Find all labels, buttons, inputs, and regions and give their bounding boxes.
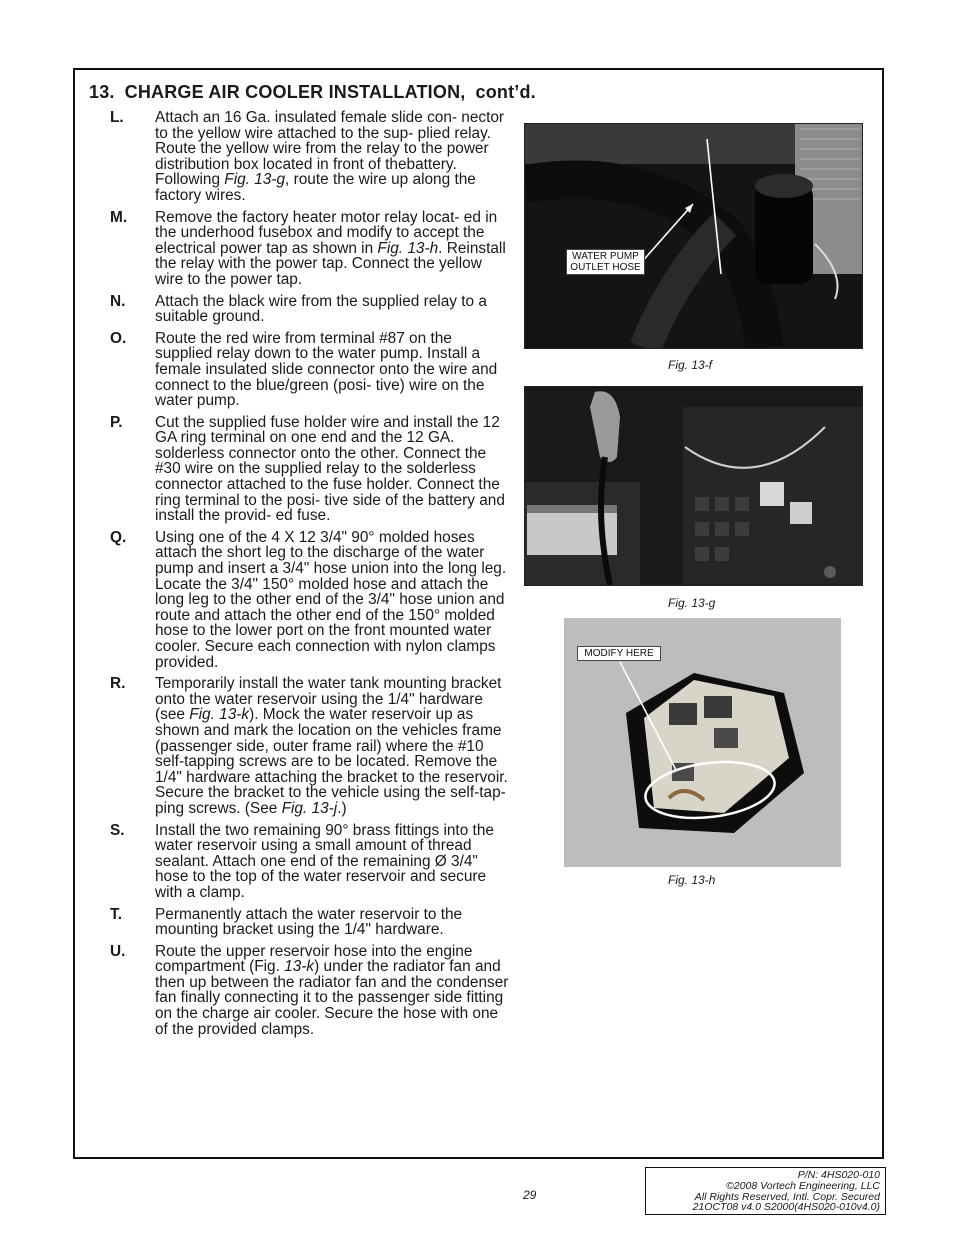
step-text: Temporarily install the water tank mounting bracket onto the water reservoir using the 1/4" hardware (see bbox=[155, 675, 502, 724]
fusebox-illustration bbox=[525, 387, 862, 585]
figure-13f-caption: Fig. 13-f bbox=[668, 358, 713, 372]
callout-line: OUTLET HOSE bbox=[570, 262, 641, 273]
step-letter: S. bbox=[110, 821, 125, 839]
revision-line: 21OCT08 v4.0 S2000(4HS020-010v4.0) bbox=[692, 1201, 880, 1214]
step-text: ). Mock the water reservoir up as shown and mark the location on the vehicles frame (passenger side, outer frame rail) where the #10 self-tapping screws are to be located. Remove the 1/4" hardware attaching the bracket to the reservoir. Secure the bracket to the vehicle using the self-tap- ping screws. (See bbox=[155, 706, 508, 817]
step-text: , route the wire up along the factory wires. bbox=[155, 171, 476, 204]
step-text: ) under the radiator fan and then up between the radiator fan and the condenser fan finally connecting it to the passenger side fitting on the charge air cooler. Secure the hose with one of the provided clamps. bbox=[155, 958, 509, 1038]
step-text: . Reinstall the relay with the power tap. Connect the yellow wire to the power tap. bbox=[155, 239, 506, 288]
section-contd: cont’d. bbox=[475, 82, 536, 102]
step-letter: T. bbox=[110, 905, 122, 923]
step-l bbox=[110, 110, 510, 204]
figure-13f-photo bbox=[524, 123, 863, 349]
figure-13h-callout: MODIFY HERE bbox=[577, 646, 661, 661]
step-p bbox=[110, 415, 510, 524]
step-text: Permanently attach the water reservoir to the mounting bracket using the 1/4" hardware. bbox=[155, 905, 463, 939]
step-letter: U. bbox=[110, 942, 126, 960]
instruction-steps bbox=[110, 110, 510, 1043]
step-text: Route the red wire from terminal #87 on the supplied relay down to the water pump. Install a female insulated slide connector onto the wire and connect to the blue/green (posi- tive) wire on the water pump. bbox=[155, 329, 498, 410]
engine-bay-hose-illustration bbox=[525, 124, 862, 348]
step-letter: M. bbox=[110, 208, 128, 226]
step-text: Attach the black wire from the supplied relay to a suitable ground. bbox=[155, 292, 487, 326]
figure-13g-photo bbox=[524, 386, 863, 586]
page-number: 29 bbox=[523, 1188, 537, 1202]
callout-line: WATER PUMP bbox=[572, 251, 639, 262]
step-letter: R. bbox=[110, 675, 126, 693]
step-t bbox=[110, 907, 510, 938]
section-heading bbox=[89, 82, 536, 103]
section-title: CHARGE AIR COOLER INSTALLATION, bbox=[124, 82, 466, 102]
figure-13h-caption: Fig. 13-h bbox=[668, 873, 716, 887]
figure-reference: Fig. 13-h bbox=[377, 239, 439, 257]
step-text: Attach an 16 Ga. insulated female slide con- nector to the yellow wire attached to the sup- plied relay. Route the yellow wire from the relay to the power distribution box located in front of thebattery. Following bbox=[155, 109, 505, 189]
step-letter: Q. bbox=[110, 528, 127, 546]
step-text: .) bbox=[337, 799, 347, 817]
copyright-line: ©2008 Vortech Engineering, LLC bbox=[726, 1179, 880, 1192]
figure-reference: Fig. 13-k bbox=[189, 706, 250, 724]
figure-reference: Fig. 13-g bbox=[224, 171, 286, 189]
step-letter: O. bbox=[110, 329, 127, 347]
step-u bbox=[110, 944, 510, 1038]
step-text: Remove the factory heater motor relay locat- ed in the underhood fusebox and modify to accept the electrical power tap as shown in bbox=[155, 208, 498, 257]
figure-13f-callout bbox=[566, 249, 645, 275]
figure-reference: 13-k bbox=[284, 958, 315, 976]
step-s bbox=[110, 823, 510, 901]
copyright-box bbox=[645, 1167, 886, 1215]
step-text: Using one of the 4 X 12 3/4" 90° molded hoses attach the short leg to the discharge of the water pump and insert a 3/4" hose union into the long leg. Locate the 3/4" 150° molded hose and attach the long leg to the other end of the 3/4" hose union and route and attach the other end of the 150° molded hose to the lower port on the front mounted water cooler. Secure each connection with nylon clamps provided. bbox=[155, 528, 507, 671]
step-q bbox=[110, 530, 510, 670]
section-number: 13. bbox=[89, 82, 115, 102]
figure-reference: Fig. 13-j bbox=[281, 799, 338, 817]
step-text: Install the two remaining 90° brass fittings into the water reservoir using a small amount of thread sealant. Attach one end of the remaining Ø 3/4" hose to the top of the water reservoir and secure with a clamp. bbox=[155, 821, 494, 901]
step-letter: N. bbox=[110, 292, 126, 310]
step-n bbox=[110, 294, 510, 325]
step-letter: L. bbox=[110, 109, 124, 126]
step-o bbox=[110, 331, 510, 409]
step-m bbox=[110, 210, 510, 288]
figure-13g-caption: Fig. 13-g bbox=[668, 596, 716, 610]
step-text: Cut the supplied fuse holder wire and install the 12 GA ring terminal on one end and the 12 GA. solderless connector onto the other. Connect the #30 wire on the supplied relay to the solderless connector attached to the fuse holder. Connect the ring terminal to the posi- tive side of the battery and install the provid- ed fuse. bbox=[155, 413, 505, 525]
part-number: P/N: 4HS020-010 bbox=[797, 1169, 880, 1181]
rights-line: All Rights Reserved, Intl. Copr. Secured bbox=[694, 1190, 880, 1203]
step-r bbox=[110, 676, 510, 816]
step-text: Route the upper reservoir hose into the engine compartment (Fig. bbox=[155, 942, 473, 976]
step-letter: P. bbox=[110, 413, 123, 431]
